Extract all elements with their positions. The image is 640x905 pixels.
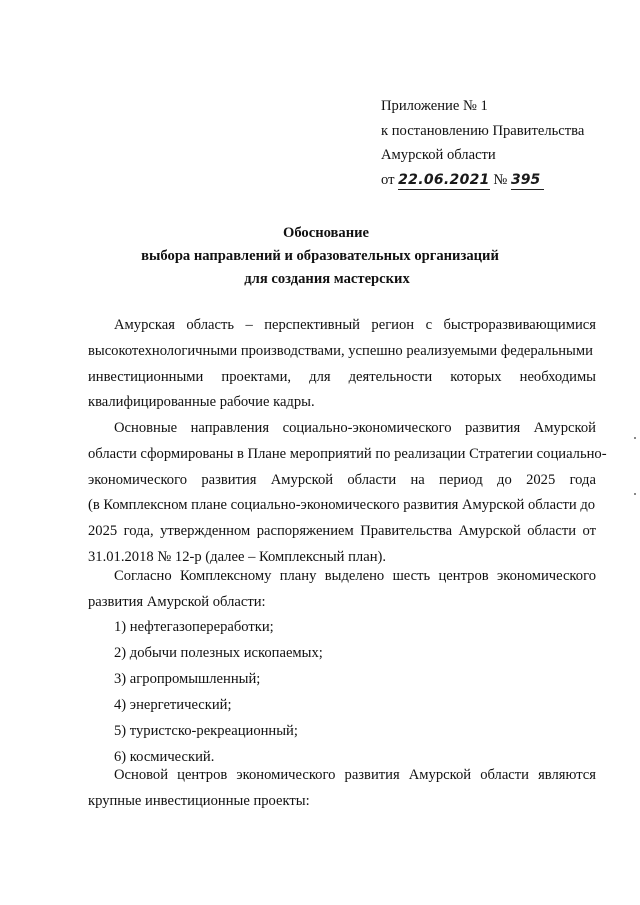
word: необходимы: [519, 368, 596, 385]
list-item: 4) энергетический;: [114, 696, 232, 713]
word: Амурской: [458, 523, 521, 540]
word: экономического: [236, 767, 336, 783]
date-prefix: от: [381, 171, 395, 188]
p4-line-2: крупные инвестиционные проекты:: [88, 792, 310, 809]
list-item: 3) агропромышленный;: [114, 670, 261, 687]
appendix-region: Амурской области: [381, 147, 496, 163]
word: Комплексному: [179, 568, 272, 584]
word: Амурской: [533, 420, 596, 436]
word: распоряжением: [256, 523, 354, 540]
word: до: [497, 471, 512, 488]
title-line-3: для создания мастерских: [244, 271, 410, 287]
p2-line-3: [88, 468, 596, 494]
list-item: 6) космический.: [114, 748, 215, 765]
document-title: [0, 222, 640, 291]
appendix-resolution: к постановлению Правительства: [381, 122, 585, 139]
word: Амурской: [270, 471, 334, 488]
word: для: [309, 368, 331, 385]
p2-line-5: [88, 519, 596, 545]
word: деятельности: [348, 368, 433, 385]
p2-line-6: 31.01.2018 № 12-р (далее – Комплексный план).: [88, 548, 387, 565]
list-item: 5) туристско-рекреационный;: [114, 722, 298, 739]
word: центров: [438, 568, 489, 584]
p1-line-4: квалифицированные рабочие кадры.: [88, 394, 315, 411]
title-line-1: Обоснование: [282, 225, 370, 241]
word: Основные: [114, 420, 178, 436]
economic-centers-list: [114, 615, 323, 770]
word: Правительства: [360, 523, 453, 540]
list-item: 1) нефтегазопереработки;: [114, 619, 274, 635]
appendix-date-line: [381, 168, 584, 193]
word: шесть: [392, 568, 431, 584]
word: с: [425, 317, 433, 333]
word: которых: [450, 368, 502, 385]
word: области: [480, 767, 529, 783]
word: быстроразвивающимися: [443, 317, 596, 333]
p1-line-1: [88, 313, 596, 339]
word: Амурской: [408, 767, 472, 783]
word: плану: [279, 568, 317, 584]
word: от: [582, 523, 596, 540]
word: области: [347, 471, 397, 488]
word: Основой: [114, 767, 169, 783]
word: Амурская: [114, 317, 175, 333]
handwritten-number: 395: [511, 168, 544, 193]
list-item: 2) добычи полезных ископаемых;: [114, 644, 323, 661]
p2-line-4: (в Комплексном плане социально-экономического развития Амурской области до: [88, 497, 596, 514]
number-prefix: №: [493, 171, 508, 188]
word: утвержденном: [160, 523, 251, 540]
appendix-title: Приложение № 1: [381, 98, 488, 114]
word: экономического: [496, 568, 596, 584]
word: проектами,: [221, 368, 292, 385]
p2-line-1: [88, 416, 596, 442]
word: выделено: [324, 568, 385, 584]
p3-line-1: [88, 564, 596, 590]
word: инвестиционными: [88, 368, 204, 385]
scan-speck: [634, 437, 636, 439]
word: развития: [344, 767, 400, 783]
word: экономического: [88, 471, 188, 488]
p1-line-2: высокотехнологичными производствами, успешно реализуемыми федеральными: [88, 342, 593, 359]
word: социально-экономического: [282, 420, 452, 436]
handwritten-date: 22.06.2021: [398, 168, 490, 193]
word: регион: [371, 317, 415, 333]
word: на: [410, 471, 425, 488]
p1-line-3: [88, 365, 596, 391]
word: года,: [123, 523, 154, 540]
paragraph-3: [88, 564, 596, 616]
word: перспективный: [264, 317, 360, 333]
word: Согласно: [114, 568, 172, 584]
paragraph-4: [88, 763, 596, 815]
p3-line-2: развития Амурской области:: [88, 593, 266, 610]
p4-line-1: [88, 763, 596, 789]
word: 2025: [88, 523, 118, 540]
word: –: [245, 317, 253, 333]
word: области: [527, 523, 577, 540]
word: развития: [465, 420, 521, 436]
appendix-header: [381, 94, 584, 192]
word: направления: [190, 420, 270, 436]
word: являются: [538, 767, 596, 783]
word: развития: [201, 471, 257, 488]
p2-line-2: области сформированы в Плане мероприятий по реализации Стратегии социально-: [88, 445, 607, 462]
word: 2025: [526, 471, 556, 488]
word: период: [439, 471, 483, 488]
paragraph-2: [88, 416, 607, 571]
word: центров: [177, 767, 228, 783]
title-line-2: выбора направлений и образовательных организаций: [141, 248, 499, 264]
scan-speck: [634, 493, 636, 495]
word: область: [186, 317, 234, 333]
word: года: [569, 471, 596, 488]
paragraph-1: [88, 313, 596, 416]
